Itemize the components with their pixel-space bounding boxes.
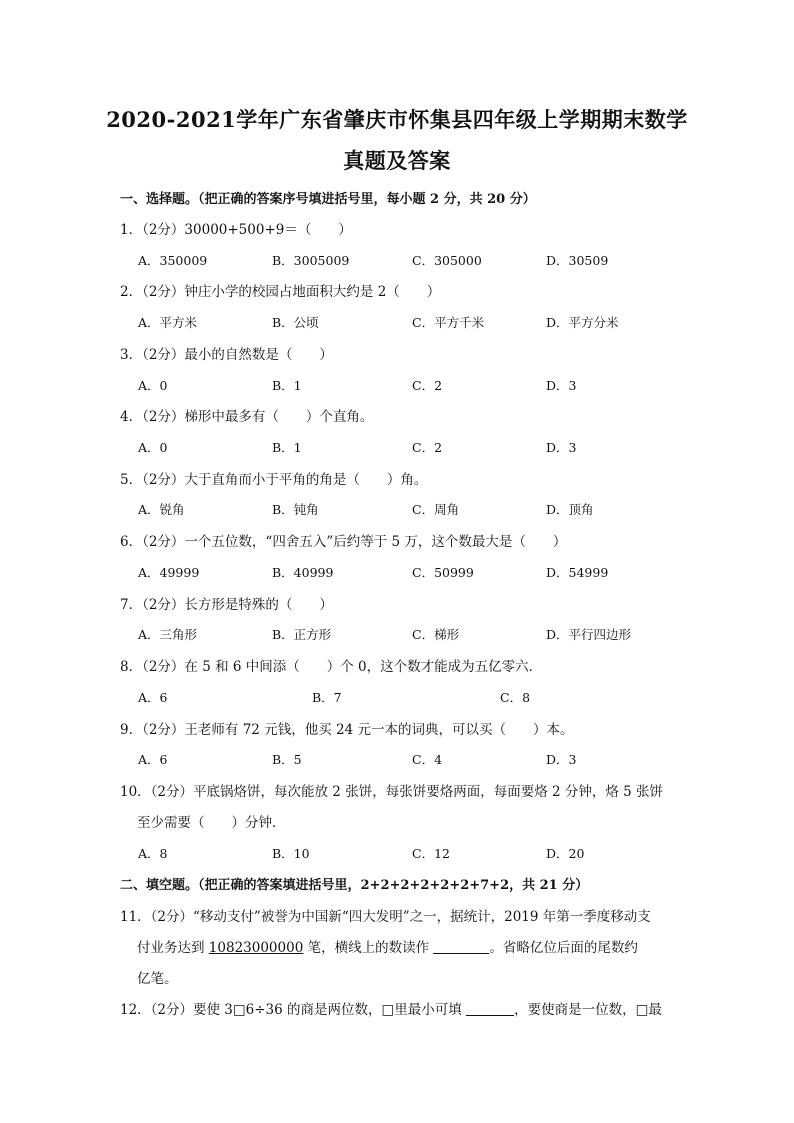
question-2-option-b: B．公顷	[272, 315, 319, 330]
question-1-option-a: A．350009	[138, 253, 208, 268]
question-11-text-post: 笔，横线上的数读作	[303, 940, 434, 956]
question-11-line3: 亿笔。	[137, 971, 178, 987]
question-1-option-c: C．305000	[412, 253, 482, 268]
question-6-option-c: C．50999	[412, 565, 474, 580]
question-10: 10．（2分）平底锅烙饼，每次能放 2 张饼，每张饼要烙两面，每面要烙 2 分钟，烙 5 张饼	[120, 784, 664, 800]
question-12-text-post: ，要使商是一位数，□最	[514, 1002, 662, 1018]
question-3-option-b: B．1	[272, 378, 302, 393]
question-9-option-a: A．6	[138, 752, 168, 767]
question-8: 8．（2分）在 5 和 6 中间添（ ）个 0，这个数才能成为五亿零六．	[120, 659, 543, 675]
question-6-option-a: A．49999	[138, 565, 200, 580]
question-12	[120, 998, 662, 1018]
question-10-option-d: D．20	[546, 846, 585, 861]
question-12-text-pre: 12．（2分）要使 3□6÷36 的商是两位数，□里最小可填	[120, 1002, 467, 1018]
question-3-option-a: A．0	[138, 378, 168, 393]
question-4-option-b: B．1	[272, 440, 302, 455]
question-5-option-a: A．锐角	[138, 502, 185, 517]
question-7-option-d: D．平行四边形	[546, 627, 632, 642]
question-7-option-b: B．正方形	[272, 627, 332, 642]
section-heading-choice: 一、选择题。（把正确的答案序号填进括号里，每小题 2 分，共 20 分）	[120, 192, 536, 207]
question-4: 4．（2分）梯形中最多有（ ）个直角。	[120, 409, 374, 425]
question-10-option-a: A．8	[138, 846, 168, 861]
question-4-option-d: D．3	[546, 440, 577, 455]
question-11-line2	[137, 936, 638, 956]
document-title-line2: 真题及答案	[343, 148, 451, 173]
question-6-option-d: D．54999	[546, 565, 609, 580]
section-heading-fill: 二、填空题。（把正确的答案填进括号里，2+2+2+2+2+2+7+2，共 21 分）	[120, 878, 589, 893]
question-6: 6．（2分）一个五位数，“四舍五入”后约等于 5 万，这个数最大是（ ）	[120, 534, 567, 550]
question-2: 2．（2分）钟庄小学的校园占地面积大约是 2（ ）	[120, 284, 441, 300]
question-10-option-c: C．12	[412, 846, 450, 861]
question-2-option-d: D．平方分米	[546, 315, 619, 330]
document-title-line1: 2020-2021学年广东省肇庆市怀集县四年级上学期期末数学	[106, 107, 688, 132]
question-1-option-b: B．3005009	[272, 253, 350, 268]
question-8-option-b: B．7	[312, 690, 342, 705]
question-8-option-a: A．6	[138, 690, 168, 705]
question-1-option-d: D．30509	[546, 253, 609, 268]
question-3-option-d: D．3	[546, 378, 577, 393]
question-2-option-c: C．平方千米	[412, 315, 485, 330]
question-6-option-b: B．40999	[272, 565, 334, 580]
question-9: 9．（2分）王老师有 72 元钱，他买 24 元一本的词典，可以买（ ）本。	[120, 722, 574, 738]
answer-blank[interactable]	[466, 1002, 514, 1016]
question-11-text-pre: 付业务达到	[137, 940, 209, 956]
question-5-option-d: D．顶角	[546, 502, 594, 517]
question-5-option-c: C．周角	[412, 502, 460, 517]
question-4-option-c: C．2	[412, 440, 443, 455]
question-11-underlined-number: 10823000000	[208, 940, 304, 956]
question-9-option-d: D．3	[546, 752, 577, 767]
question-11: 11．（2分）“移动支付”被誉为中国新“四大发明”之一，据统计，2019 年第一季度移动支	[120, 909, 651, 925]
question-10-continuation: 至少需要（ ）分钟．	[137, 815, 286, 831]
answer-blank[interactable]	[433, 940, 489, 954]
question-5: 5．（2分）大于直角而小于平角的角是（ ）角。	[120, 472, 428, 488]
question-11-text-tail: 。省略亿位后面的尾数约	[489, 940, 638, 956]
question-2-option-a: A．平方米	[138, 315, 198, 330]
question-4-option-a: A．0	[138, 440, 168, 455]
question-7: 7．（2分）长方形是特殊的（ ）	[120, 597, 333, 613]
question-9-option-b: B．5	[272, 752, 302, 767]
question-9-option-c: C．4	[412, 752, 443, 767]
question-3: 3．（2分）最小的自然数是（ ）	[120, 347, 333, 363]
question-8-option-c: C．8	[500, 690, 531, 705]
question-7-option-a: A．三角形	[138, 627, 198, 642]
question-5-option-b: B．钝角	[272, 502, 319, 517]
question-10-option-b: B．10	[272, 846, 310, 861]
question-3-option-c: C．2	[412, 378, 443, 393]
question-7-option-c: C．梯形	[412, 627, 460, 642]
question-1: 1．（2分）30000+500+9＝（ ）	[120, 222, 352, 238]
